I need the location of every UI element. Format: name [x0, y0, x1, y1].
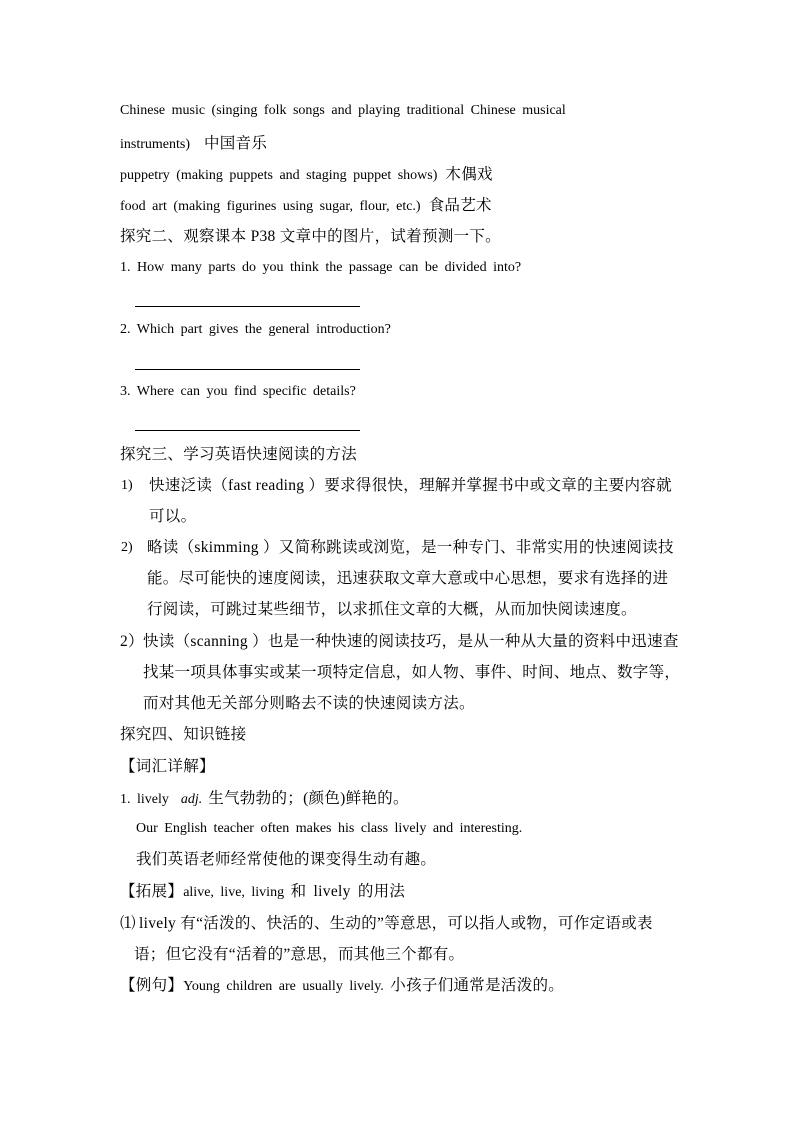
answer-line-2[interactable] [135, 369, 360, 370]
section3-title: 探究三、学习英语快速阅读的方法 [120, 446, 358, 463]
method-3-line-2: 找某一项具体事实或某一项特定信息，如人物、事件、时间、地点、数字等， [143, 664, 681, 681]
answer-line-1[interactable] [135, 306, 360, 307]
question-2: 2. Which part gives the general introduction? [120, 322, 391, 337]
method-3-number: 2） [120, 633, 144, 650]
method-1-line-1: 快速泛读（fast reading ）要求得很快，理解并掌握书中或文章的主要内容就 [149, 477, 672, 494]
answer-line-3[interactable] [135, 430, 360, 431]
question-1: 1. How many parts do you think the passage can be divided into? [120, 260, 522, 275]
intro-line-1: Chinese music (singing folk songs and playing traditional Chinese musical [120, 103, 566, 118]
intro-line-4: food art (making figurines using sugar, flour, etc.) 食品艺术 [120, 197, 492, 214]
method-2-line-1: 略读（skimming ）又简称跳读或浏览，是一种专门、非常实用的快速阅读技 [147, 539, 674, 556]
note-line-2: 语；但它没有“活着的”意思，而其他三个都有。 [134, 946, 465, 963]
intro-line-3: puppetry (making puppets and staging puppet shows) 木偶戏 [120, 166, 493, 183]
method-2-number: 2) [121, 540, 133, 555]
vocab-heading: 【词汇详解】 [120, 758, 215, 775]
note-line-1: lively 有“活泼的、快活的、生动的”等意思，可以指人或物，可作定语或表 [139, 915, 653, 932]
question-3: 3. Where can you find specific details? [120, 384, 356, 399]
vocab-example-en: Our English teacher often makes his class lively and interesting. [136, 821, 523, 836]
expand-line: 【拓展】alive, live, living 和 lively 的用法 [120, 883, 406, 900]
method-1-line-2: 可以。 [149, 508, 197, 525]
method-2-line-3: 行阅读，可跳过某些细节，以求抓住文章的大概，从而加快阅读速度。 [147, 601, 637, 618]
method-1-number: 1) [121, 478, 133, 493]
method-3-line-3: 而对其他无关部分则略去不读的快速阅读方法。 [143, 695, 475, 712]
example-sentence: 【例句】Young children are usually lively. 小孩子们通常是活泼的。 [120, 977, 565, 994]
method-3-line-1: 快读（scanning ）也是一种快速的阅读技巧，是从一种从大量的资料中迅速查 [143, 633, 679, 650]
intro-line-2: instruments) 中国音乐 [120, 135, 268, 152]
method-2-line-2: 能。尽可能快的速度阅读，迅速获取文章大意或中心思想，要求有选择的进 [147, 570, 669, 587]
section4-title: 探究四、知识链接 [120, 726, 247, 743]
vocab-entry: 1. lively adj. 生气勃勃的；(颜色)鲜艳的。 [120, 790, 409, 807]
note-number: ⑴ [120, 915, 136, 932]
vocab-example-zh: 我们英语老师经常使他的课变得生动有趣。 [136, 851, 437, 868]
section2-title: 探究二、观察课本 P38 文章中的图片，试着预测一下。 [120, 228, 501, 245]
